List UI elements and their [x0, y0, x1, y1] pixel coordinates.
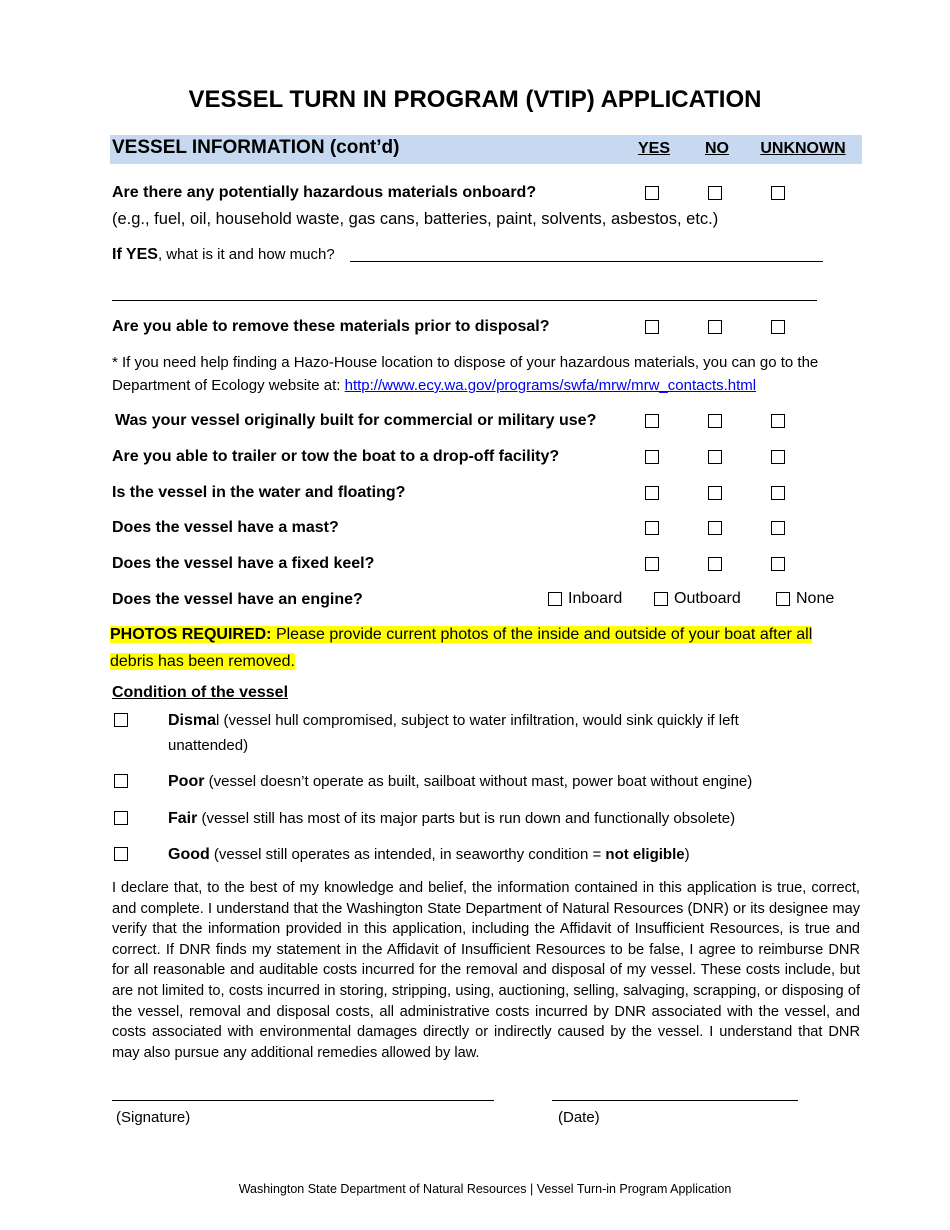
- hazo-house-note: [112, 351, 857, 397]
- condition-title: Condition of the vessel: [112, 684, 289, 701]
- question-in-water: Is the vessel in the water and floating?: [112, 484, 406, 501]
- question-fixed-keel: Does the vessel have a fixed keel?: [112, 555, 375, 572]
- commercial-military-unknown-checkbox[interactable]: [771, 414, 785, 428]
- remove-no-checkbox[interactable]: [708, 320, 722, 334]
- photos-required-label: PHOTOS REQUIRED:: [110, 626, 272, 643]
- condition-dismal-checkbox[interactable]: [114, 713, 128, 727]
- remove-unknown-checkbox[interactable]: [771, 320, 785, 334]
- hazardous-answer-line-1[interactable]: [350, 261, 823, 262]
- column-no-header: NO: [705, 140, 729, 157]
- engine-none-label: None: [796, 590, 835, 607]
- signature-label: (Signature): [116, 1109, 191, 1126]
- mast-no-checkbox[interactable]: [708, 521, 722, 535]
- engine-option-none[interactable]: [776, 590, 834, 608]
- condition-dismal-label-tail: l: [216, 712, 220, 729]
- engine-none-checkbox[interactable]: [776, 592, 790, 606]
- condition-poor-desc: (vessel doesn’t operate as built, sailboat without mast, power boat without engine): [204, 773, 753, 790]
- in-water-yes-checkbox[interactable]: [645, 486, 659, 500]
- hazardous-yes-checkbox[interactable]: [645, 186, 659, 200]
- condition-good-desc: (vessel still operates as intended, in seaworthy condition =: [209, 846, 606, 863]
- photos-required-text: Please provide current photos of the inside and outside of your boat after all debris has been removed.: [110, 626, 813, 670]
- date-label: (Date): [558, 1109, 600, 1126]
- hazardous-examples: (e.g., fuel, oil, household waste, gas cans, batteries, paint, solvents, asbestos, etc.): [112, 210, 719, 228]
- question-commercial-military: Was your vessel originally built for commercial or military use?: [115, 412, 597, 429]
- engine-outboard-label: Outboard: [674, 590, 741, 607]
- hazardous-answer-line-2[interactable]: [112, 300, 817, 301]
- engine-option-inboard[interactable]: [548, 590, 622, 608]
- if-yes-label: [112, 246, 335, 264]
- engine-option-outboard[interactable]: [654, 590, 741, 608]
- condition-fair-checkbox[interactable]: [114, 811, 128, 825]
- mast-yes-checkbox[interactable]: [645, 521, 659, 535]
- fixed-keel-no-checkbox[interactable]: [708, 557, 722, 571]
- condition-dismal-description: [168, 708, 808, 758]
- condition-good-description: [168, 842, 808, 867]
- condition-fair-label: Fair: [168, 810, 198, 827]
- fixed-keel-yes-checkbox[interactable]: [645, 557, 659, 571]
- remove-yes-checkbox[interactable]: [645, 320, 659, 334]
- column-yes-header: YES: [637, 140, 670, 157]
- condition-dismal-label: Disma: [168, 712, 217, 729]
- condition-poor-description: [168, 769, 808, 794]
- condition-poor-label: Poor: [168, 773, 205, 790]
- column-unknown-header: UNKNOWN: [760, 140, 846, 157]
- in-water-no-checkbox[interactable]: [708, 486, 722, 500]
- hazardous-question: Are there any potentially hazardous materials onboard?: [112, 184, 537, 201]
- question-trailer-tow: Are you able to trailer or tow the boat to a drop-off facility?: [112, 448, 560, 465]
- photos-required-notice: [110, 621, 858, 675]
- commercial-military-no-checkbox[interactable]: [708, 414, 722, 428]
- hazardous-unknown-checkbox[interactable]: [771, 186, 785, 200]
- hazo-note-text: * If you need help finding a Hazo-House location to dispose of your hazardous materials, you can go to the Department of Ecology website at:: [112, 354, 819, 394]
- page-title: VESSEL TURN IN PROGRAM (VTIP) APPLICATION: [188, 86, 762, 113]
- condition-fair-desc: (vessel still has most of its major parts but is run down and functionally obsolete): [197, 810, 736, 827]
- in-water-unknown-checkbox[interactable]: [771, 486, 785, 500]
- condition-fair-description: [168, 806, 808, 831]
- declaration-text: I declare that, to the best of my knowledge and belief, the information contained in this application is true, correct, and complete. I understand that the Washington State Department of Natural Resources (DNR) or its designee may verify that the information provided in this application, including the Affidavit of Insufficient Resources, is true and correct. If DNR finds my statement in the Affidavit of Insufficient Resources to be false, I agree to reimburse DNR for all reasonable and auditable costs incurred for the removal and disposal of my vessel. These costs include, but are not limited to, costs incurred in storing, stripping, using, auctioning, selling, salvaging, scrapping, or disposing of the vessel, removal and disposal costs, all administrative costs incurred by DNR associated with the vessel, and costs associated with environmental damages directly or indirectly caused by the vessel. I understand that DNR may also pursue any additional remedies allowed by law.: [112, 880, 860, 1061]
- condition-good-label: Good: [168, 846, 210, 863]
- hazardous-no-checkbox[interactable]: [708, 186, 722, 200]
- signature-line[interactable]: [112, 1100, 494, 1101]
- mast-unknown-checkbox[interactable]: [771, 521, 785, 535]
- condition-good-checkbox[interactable]: [114, 847, 128, 861]
- question-engine: Does the vessel have an engine?: [112, 591, 363, 608]
- if-yes-bold: If YES: [112, 246, 158, 263]
- condition-good-not-eligible: not eligible: [605, 846, 685, 863]
- page-footer: Washington State Department of Natural Resources | Vessel Turn-in Program Application: [238, 1182, 732, 1196]
- condition-poor-checkbox[interactable]: [114, 774, 128, 788]
- ecology-website-link[interactable]: http://www.ecy.wa.gov/programs/swfa/mrw/mrw_contacts.html: [344, 377, 757, 394]
- engine-inboard-label: Inboard: [568, 590, 623, 607]
- if-yes-rest: , what is it and how much?: [157, 246, 335, 263]
- trailer-tow-unknown-checkbox[interactable]: [771, 450, 785, 464]
- condition-dismal-desc: (vessel hull compromised, subject to water infiltration, would sink quickly if left unattended): [168, 712, 739, 754]
- condition-good-close: ): [684, 846, 690, 863]
- remove-question: Are you able to remove these materials prior to disposal?: [112, 318, 550, 335]
- question-mast: Does the vessel have a mast?: [112, 519, 339, 536]
- engine-outboard-checkbox[interactable]: [654, 592, 668, 606]
- engine-inboard-checkbox[interactable]: [548, 592, 562, 606]
- commercial-military-yes-checkbox[interactable]: [645, 414, 659, 428]
- trailer-tow-yes-checkbox[interactable]: [645, 450, 659, 464]
- fixed-keel-unknown-checkbox[interactable]: [771, 557, 785, 571]
- date-line[interactable]: [552, 1100, 798, 1101]
- section-heading: VESSEL INFORMATION (cont’d): [112, 137, 400, 158]
- trailer-tow-no-checkbox[interactable]: [708, 450, 722, 464]
